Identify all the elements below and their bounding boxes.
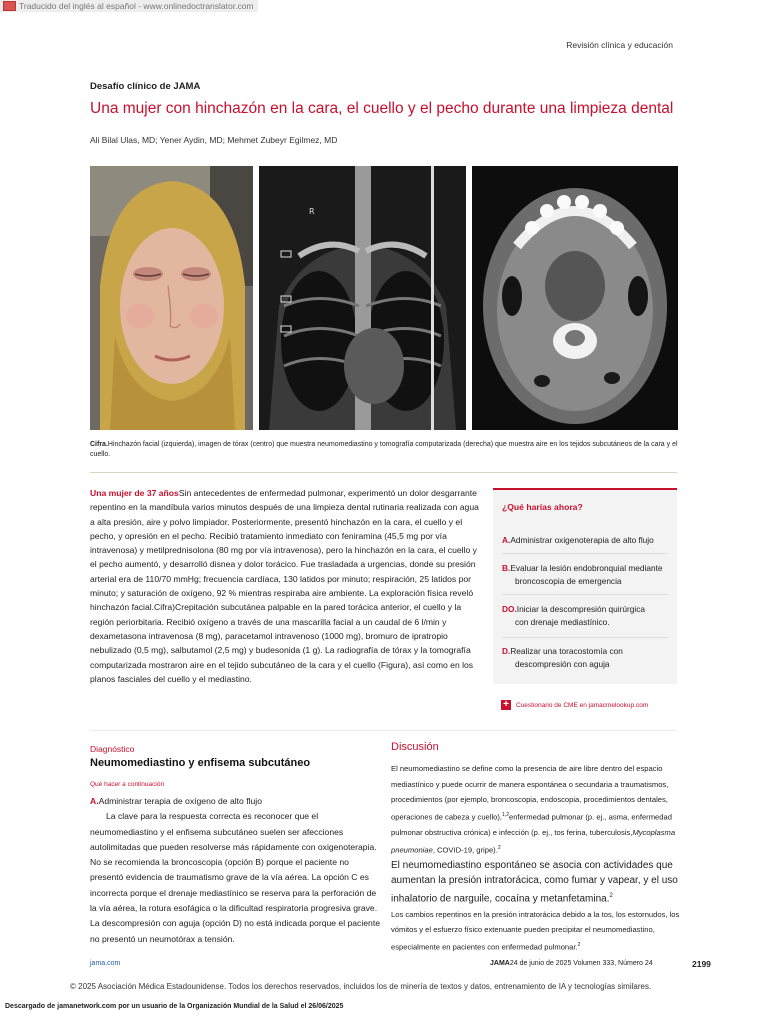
figure-chest-xray	[259, 166, 466, 430]
divider	[90, 472, 677, 473]
option-text: Realizar una toracostomía con	[510, 646, 623, 656]
divider	[502, 594, 668, 595]
option-text-cont: con drenaje mediastínico.	[515, 617, 610, 627]
discussion-body	[391, 761, 681, 955]
case-presentation	[90, 486, 480, 686]
issue-text: 24 de junio de 2025 Volumen 333, Número 24	[509, 960, 653, 967]
issue-info	[490, 960, 653, 967]
diagnosis-label: Diagnóstico	[90, 744, 135, 754]
figure-ct-scan	[472, 166, 678, 430]
cme-link-text[interactable]: Cuestionario de CME en jamacmelookup.com	[516, 701, 649, 709]
question-box	[493, 488, 677, 684]
option-letter: DO.	[502, 604, 517, 614]
diagnosis-title: Neumomediastino y enfisema subcutáneo	[90, 757, 311, 769]
figure-caption	[90, 440, 680, 460]
option-letter: D.	[502, 646, 511, 656]
running-head: Revisión clínica y educación	[566, 40, 673, 50]
option-text: Administrar oxigenoterapia de alto flujo	[510, 535, 654, 545]
figure-photo-face	[90, 166, 253, 430]
translator-text[interactable]: Traducido del inglés al español - www.onlinedoctranslator.com	[19, 1, 254, 11]
option-text-cont: broncoscopia de emergencia	[515, 576, 622, 586]
caption-text: Hinchazón facial (izquierda), imagen de tórax (centro) que muestra neumomediastino y tomografía computarizada (derecha) que muestra aire en los tejidos subcutáneos de la cara y el cuello.	[90, 441, 678, 458]
diagnosis-body	[90, 794, 380, 947]
journal-name: JAMA	[490, 960, 510, 967]
cme-link[interactable]	[501, 700, 648, 710]
case-lead: Una mujer de 37 años	[90, 488, 179, 498]
option-letter: B.	[502, 563, 511, 573]
option-text-cont: descompresión con aguja	[515, 659, 610, 669]
translate-icon	[3, 1, 16, 11]
case-text: Sin antecedentes de enfermedad pulmonar, experimentó un dolor desgarrante repentino en la mandíbula varios minutos después de una limpieza dental rutinaria realizada con agua a alta presión, aire y polvo limpiador. Posteriormente, presentó hinchazón en la cara, el cuello y el pecho, y opresión en el pecho. Recibió tratamiento inmediato con feniramina (45,5 mg por vía intravenosa) y metilprednisolona (80 mg por vía intravenosa), pero la hinchazón en la cara, el cuello y el pecho aumentó, y desarrolló disnea y dolor torácico. Fue trasladada a urgencias, donde su presión arterial era de 110/70 mmHg; frecuencia cardíaca, 130 latidos por minuto; respiración, 25 latidos por minuto; y saturación de oxígeno, 92 % mientras respiraba aire ambiente. La exploración física reveló hinchazón facial.Cifra)Crepitación subcutánea palpable en la pared torácica anterior, el cuello y la región periorbitaria. Recibió oxígeno a través de una mascarilla facial a un caudal de 6 l/min y dexametasona intravenosa (8 mg), paracetamol intravenoso (1000 mg), bromuro de ipratropio nebulizado (0,5 mg), salbutamol (2,5 mg) y budesonida (1 g). La radiografía de tórax y la tomografía computarizada mostraron aire en el tejido subcutáneo de la cara y el cuello (Figura), así como en los planos fasciales del cuello y el mediastino.	[90, 488, 479, 684]
section-kicker: Desafío clínico de JAMA	[90, 81, 201, 92]
discussion-paragraph-3: Los cambios repentinos en la presión intratorácica debido a la tos, los estornudos, los vómitos y el esfuerzo físico extenuante pueden precipitar el neumomediastino, especialmente en pacientes con enfermedad pulmonar.$^2$	[391, 909, 680, 952]
plus-icon: +	[501, 700, 511, 710]
option-text: Evaluar la lesión endobronquial mediante	[510, 563, 663, 573]
answer-text: Administrar terapia de oxígeno de alto flujo	[98, 796, 262, 806]
answer-letter: A.	[90, 796, 99, 806]
site-link[interactable]: jama.com	[90, 960, 121, 967]
option-letter: A.	[502, 535, 511, 545]
option-a[interactable]	[502, 534, 672, 547]
download-notice: Descargado de jamanetwork.com por un usuario de la Organización Mundial de la Salud el 26/06/2025	[5, 1003, 344, 1010]
article-title: Una mujer con hinchazón en la cara, el cuello y el pecho durante una limpieza dental	[90, 100, 674, 117]
question-title: ¿Qué harías ahora?	[502, 502, 583, 512]
diagnosis-paragraph: La clave para la respuesta correcta es reconocer que el neumomediastino y el enfisema subcutáneo suelen ser afecciones autolimitadas que pueden resolverse más rápidamente con oxigenoterapia. No se recomienda la broncoscopia (opción B) porque el paciente no presentó evidencia de traumatismo grave de la vía aérea. La opción C es incorrecta porque el drenaje mediastínico se reserva para la perforación de la vía aérea, la rotura esofágica o la dificultad respiratoria progresiva grave. La descompresión con aguja (opción D) no está indicada porque el paciente no presentó un neumotórax a tensión.	[90, 811, 380, 944]
option-text: Iniciar la descompresión quirúrgica	[516, 604, 645, 614]
option-c[interactable]	[502, 603, 672, 629]
option-b[interactable]	[502, 562, 672, 588]
divider	[502, 637, 668, 638]
discussion-paragraph-1: El neumomediastino se define como la presencia de aire libre dentro del espacio mediastínico y puede ocurrir de manera espontánea o secundaria a traumatismos, procedimientos (por ejemplo, broncoscopia, endoscopia, procedimientos dentales, operaciones de cabeza y cuello),$^{1,2}$enfermedad pulmonar (p. ej., asma, enfermedad pulmonar obstructiva crónica) e infección (p. ej., tos ferina, tuberculosis,Mycoplasma pneumoniae, COVID-19, gripe).$^2$	[391, 764, 676, 855]
caption-label: Cifra.	[90, 441, 108, 448]
divider	[502, 553, 668, 554]
author-list: Ali Bilal Ulas, MD; Yener Aydin, MD; Mehmet Zubeyr Egilmez, MD	[90, 135, 338, 145]
divider	[90, 730, 677, 731]
answer-line	[90, 794, 380, 809]
copyright: © 2025 Asociación Médica Estadounidense. Todos los derechos reservados, incluidos los de minería de textos y datos, entrenamiento de IA y tecnologías similares.	[70, 982, 652, 991]
page-number: 2199	[692, 959, 711, 969]
discussion-title: Discusión	[391, 741, 439, 753]
discussion-paragraph-2: El neumomediastino espontáneo se asocia con actividades que aumentan la presión intratorácica, como fumar y vapear, y el uso inhalatorio de narguile, cocaína y metanfetamina.$^2$	[391, 859, 678, 905]
option-d[interactable]	[502, 645, 672, 671]
what-to-do-label: Qué hacer a continuación	[90, 781, 165, 788]
xray-side-marker: R	[309, 207, 315, 216]
translator-banner[interactable]	[0, 0, 258, 12]
